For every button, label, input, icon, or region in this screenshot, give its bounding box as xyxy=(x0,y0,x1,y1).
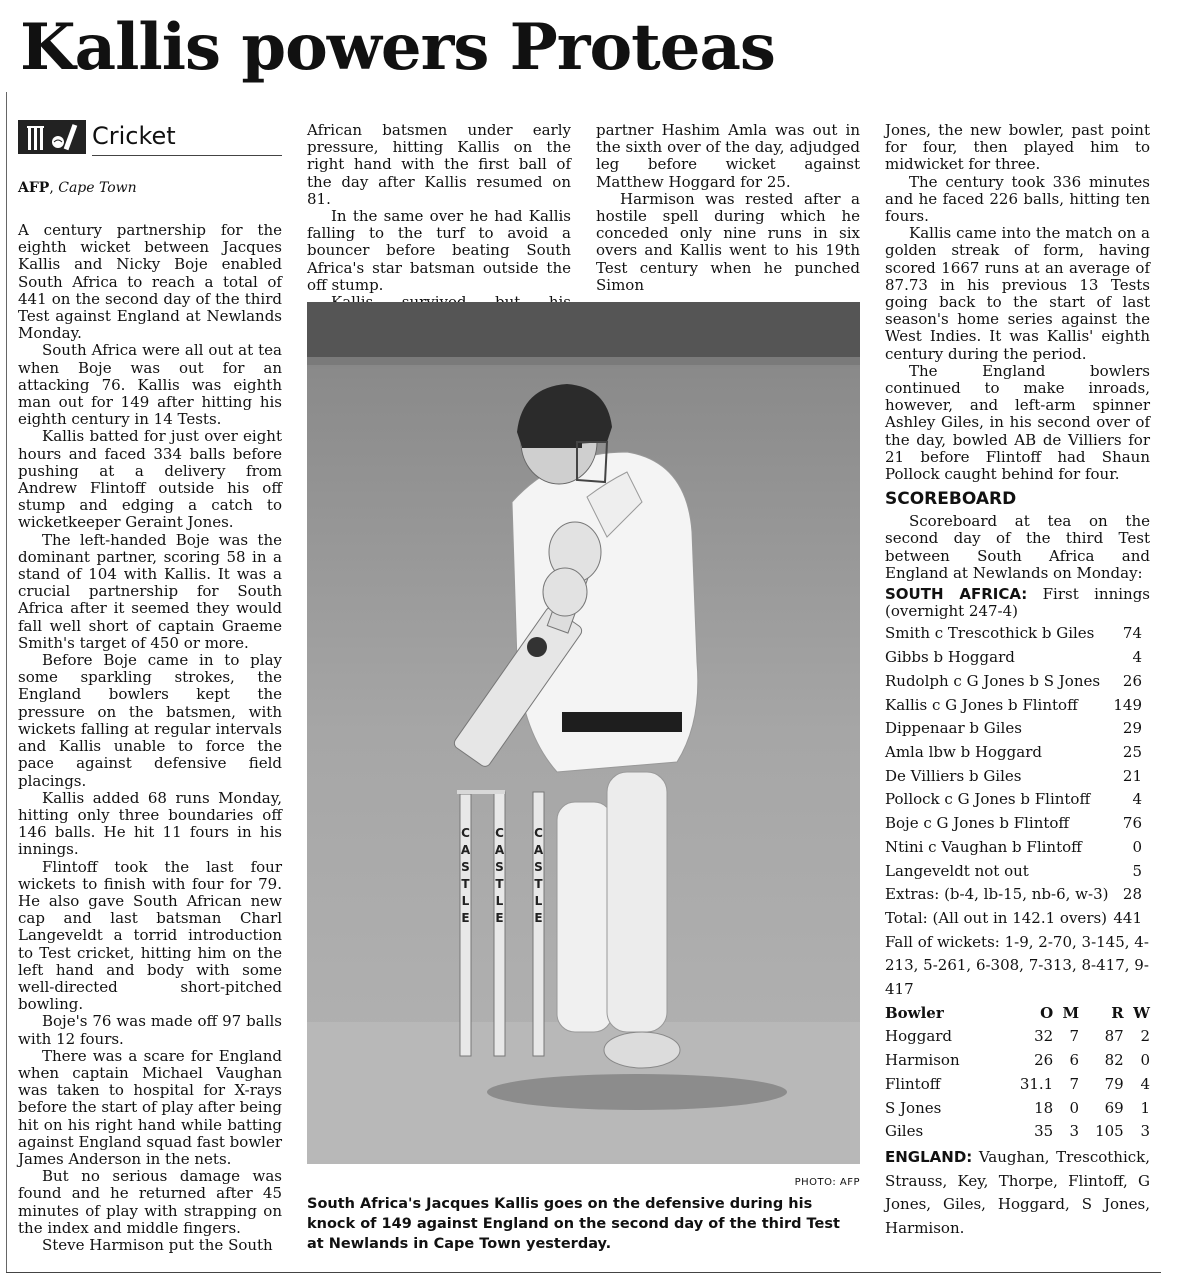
batsman-runs: 4 xyxy=(1132,790,1142,809)
bowling-o: 26 xyxy=(1034,1051,1054,1070)
bowling-m: 6 xyxy=(1069,1051,1080,1070)
england-team xyxy=(885,1146,1150,1241)
paragraph: Before Boje came in to play some sparkling strokes, the England bowlers kept the pressure on the batsmen, with wickets falling at regular intervals and Kallis unable to force the pace against defensive field placings. xyxy=(18,651,282,790)
paragraph: The left-handed Boje was the dominant partner, scoring 58 in a stand of 104 with Kallis. It was a crucial partnership for South Africa after it seemed they would fall well short of captain Graeme Smith's target of 450 or more. xyxy=(18,530,282,652)
batsman-runs: 74 xyxy=(1122,624,1142,643)
stump-letter: S xyxy=(495,860,504,874)
section-label: Cricket xyxy=(92,122,176,150)
batsman-name: Langeveldt not out xyxy=(885,861,1029,880)
batting-row xyxy=(885,860,1150,884)
stump-letter: S xyxy=(534,860,543,874)
bowling-w: 4 xyxy=(1140,1074,1150,1093)
batsman-runs: 4 xyxy=(1132,648,1142,667)
stump-letter: T xyxy=(495,877,504,891)
paragraph: But no serious damage was found and he returned after 45 minutes of play with strapping on the index and middle fingers. xyxy=(18,1167,282,1237)
batsman-runs: 28 xyxy=(1122,885,1142,904)
section-underline xyxy=(92,155,282,156)
batting-row xyxy=(885,883,1150,907)
paragraph: African batsmen under early pressure, hitting Kallis on the right hand with the first ball of the day after Kallis resumed on 81. xyxy=(307,121,571,208)
batting-row xyxy=(885,646,1150,670)
bowling-name: Giles xyxy=(885,1122,924,1141)
bowling-header: R xyxy=(1111,1003,1124,1022)
paragraph: Boje's 76 was made off 97 balls with 12 fours. xyxy=(18,1012,282,1048)
south-africa-innings-note: First innings (overnight 247-4) xyxy=(885,585,1151,621)
stump-letter: T xyxy=(534,877,543,891)
stump-letter: A xyxy=(494,843,505,857)
photo-caption: South Africa's Jacques Kallis goes on the defensive during his knock of 149 against England on the second day of the third Test at Newlands in Cape Town yesterday. xyxy=(307,1196,840,1252)
paragraph: The England bowlers continued to make inroads, however, and left-arm spinner Ashley Giles, in his second over of the day, bowled AB de Villiers for 21 before Flintoff had Shaun Pollock caught behind for four. xyxy=(885,361,1150,484)
bowling-r: 82 xyxy=(1104,1051,1124,1070)
bowling-name: Flintoff xyxy=(885,1074,941,1093)
batting-list xyxy=(885,622,1150,930)
headline: Kallis powers Proteas xyxy=(20,10,775,85)
paragraph: Flintoff took the last four wickets to finish with four for 79. He also gave South African new cap and last batsman Charl Langeveldt a torrid introduction to Test cricket, hitting him on the left hand and body with some well-directed short-pitched bowling. xyxy=(18,857,282,1014)
bowling-m: 7 xyxy=(1069,1027,1080,1046)
batting-row xyxy=(885,907,1150,931)
south-africa-innings xyxy=(885,586,1150,620)
bowling-w: 1 xyxy=(1140,1098,1150,1117)
stump-letter: L xyxy=(495,894,504,908)
article-column-3 xyxy=(596,122,860,294)
scoreboard-title: SCOREBOARD xyxy=(885,489,1017,510)
stump-letter: E xyxy=(495,911,504,925)
paragraph: In the same over he had Kallis falling to the turf to avoid a bouncer before beating South Africa's star batsman outside the off stump. xyxy=(307,207,571,294)
stump-letter: E xyxy=(534,911,543,925)
stump-letter: C xyxy=(534,826,543,840)
england-label: ENGLAND: xyxy=(885,1147,973,1166)
batsman-name: Boje c G Jones b Flintoff xyxy=(885,814,1070,833)
batsman-runs: 0 xyxy=(1132,837,1142,856)
paragraph: Kallis batted for just over eight hours and faced 334 balls before pushing at a delivery from Andrew Flintoff outside his off stump and edging a catch to wicketkeeper Geraint Jones. xyxy=(18,427,282,532)
paragraph: South Africa were all out at tea when Boje was out for an attacking 76. Kallis was eighth man out for 149 after hitting his eighth century in 14 Tests. xyxy=(18,341,282,429)
paragraph: A century partnership for the eighth wicket between Jacques Kallis and Nicky Boje enabled South Africa to reach a total of 441 on the second day of the third Test against England at Newlands Monday. xyxy=(18,221,282,343)
bowling-name: S Jones xyxy=(885,1098,942,1117)
bowling-m: 3 xyxy=(1069,1122,1080,1141)
bowling-header-row xyxy=(885,1002,1150,1026)
batsman-runs: 149 xyxy=(1113,695,1142,714)
batsman-name: De Villiers b Giles xyxy=(885,766,1022,785)
stump-letter: L xyxy=(461,894,470,908)
dateline-agency: AFP xyxy=(18,180,50,196)
batting-row xyxy=(885,741,1150,765)
batsman-runs: 5 xyxy=(1132,861,1142,880)
bowling-name: Hoggard xyxy=(885,1027,953,1046)
paragraph: The century took 336 minutes and he faced 226 balls, hitting ten fours. xyxy=(885,172,1150,226)
bowling-header: W xyxy=(1133,1003,1150,1022)
dateline: AFP, Cape Town xyxy=(18,180,137,196)
paragraph: partner Hashim Amla was out in the sixth over of the day, adjudged leg before wicket against Matthew Hoggard for 25. xyxy=(596,121,860,191)
batsman-name: Kallis c G Jones b Flintoff xyxy=(885,695,1078,714)
bowling-row xyxy=(885,1097,1150,1121)
paragraph: Harmison was rested after a hostile spell during which he conceded only nine runs in six overs and Kallis went to his 19th Test century when he punched Simon xyxy=(596,189,860,294)
bowling-row xyxy=(885,1073,1150,1097)
left-column-rule xyxy=(6,92,7,1272)
bowling-w: 3 xyxy=(1140,1122,1150,1141)
article-column-4 xyxy=(885,122,1150,1241)
article-column-2 xyxy=(307,122,571,328)
bowling-o: 31.1 xyxy=(1019,1074,1054,1093)
batsman-runs: 21 xyxy=(1122,766,1142,785)
batting-row xyxy=(885,670,1150,694)
batsman-name: Total: (All out in 142.1 overs) xyxy=(885,908,1108,927)
fall-of-wickets: Fall of wickets: 1-9, 2-70, 3-145, 4-213, 5-261, 6-308, 7-313, 8-417, 9-417 xyxy=(885,932,1149,999)
paragraph: There was a scare for England when captain Michael Vaughan was taken to hospital for X-rays before the start of play after being hit on his right hand while batting against England squad fast bowler James Anderson in the nets. xyxy=(18,1046,283,1168)
dateline-place: Cape Town xyxy=(58,180,137,196)
batsman-name: Extras: (b-4, lb-15, nb-6, w-3) xyxy=(885,885,1109,904)
batting-row xyxy=(885,812,1150,836)
article-column-1 xyxy=(18,222,282,1254)
batsman-name: Gibbs b Hoggard xyxy=(885,648,1015,667)
batting-row xyxy=(885,765,1150,789)
bowling-row xyxy=(885,1025,1150,1049)
bowling-header: M xyxy=(1062,1003,1080,1022)
batsman-runs: 25 xyxy=(1122,743,1142,761)
batsman-name: Pollock c G Jones b Flintoff xyxy=(885,790,1091,809)
bowling-r: 69 xyxy=(1104,1098,1124,1117)
batting-row xyxy=(885,694,1150,718)
stump-letter: T xyxy=(461,877,470,891)
paragraph: Jones, the new bowler, past point for four, then played him to midwicket for three. xyxy=(885,121,1150,174)
batsman-runs: 76 xyxy=(1122,814,1142,833)
bowling-r: 87 xyxy=(1104,1027,1124,1046)
batting-row xyxy=(885,788,1150,812)
batting-row xyxy=(885,836,1150,860)
stump-letter: A xyxy=(533,843,544,857)
bowling-header: Bowler xyxy=(885,1003,944,1022)
bowling-row xyxy=(885,1049,1150,1073)
paragraph: Kallis came into the match on a golden streak of form, having scored 1667 runs at an average of 87.73 in his previous 13 Tests going back to the start of last season's home series against the West Indies. It was Kallis' eighth century during the period. xyxy=(885,224,1150,363)
batsman-runs: 441 xyxy=(1113,908,1142,927)
batsman-name: Ntini c Vaughan b Flintoff xyxy=(885,837,1082,856)
stump-letter: S xyxy=(461,860,470,874)
bowling-w: 2 xyxy=(1140,1027,1150,1046)
bowling-o: 35 xyxy=(1034,1122,1054,1141)
section-header xyxy=(18,118,282,158)
paragraph: Steve Harmison put the South xyxy=(42,1235,273,1254)
batsman-name: Smith c Trescothick b Giles xyxy=(885,624,1095,643)
batsman-runs: 29 xyxy=(1122,719,1142,738)
stump-letter: C xyxy=(495,826,504,840)
batsman-illustration xyxy=(307,302,860,1164)
bowling-row xyxy=(885,1120,1150,1144)
bowling-r: 105 xyxy=(1095,1122,1124,1141)
bowling-o: 18 xyxy=(1034,1098,1054,1117)
england-team-list: Vaughan, Trescothick, Strauss, Key, Thorpe, Flintoff, G Jones, Giles, Hoggard, S Jones, Harmison. xyxy=(885,1147,1150,1238)
bowling-m: 0 xyxy=(1069,1098,1080,1117)
bowling-w: 0 xyxy=(1140,1051,1150,1070)
batting-row xyxy=(885,717,1150,741)
bottom-rule xyxy=(6,1272,1161,1273)
stump-letter: A xyxy=(460,843,471,857)
batsman-runs: 26 xyxy=(1122,671,1142,690)
stump-letter: C xyxy=(461,826,470,840)
bowling-table xyxy=(885,1002,1150,1144)
cricket-icon xyxy=(18,120,86,154)
bowling-o: 32 xyxy=(1034,1027,1054,1046)
photo-credit: PHOTO: AFP xyxy=(794,1177,860,1188)
south-africa-label: SOUTH AFRICA: xyxy=(885,585,1028,604)
bowling-m: 7 xyxy=(1069,1074,1080,1093)
scoreboard-intro: Scoreboard at tea on the second day of the third Test between South Africa and England at Newlands on Monday: xyxy=(885,512,1150,582)
match-photo xyxy=(307,302,860,1164)
bowling-name: Harmison xyxy=(885,1051,960,1070)
bowling-r: 79 xyxy=(1104,1074,1124,1093)
batsman-name: Amla lbw b Hoggard xyxy=(885,743,1042,761)
stump-letter: E xyxy=(461,911,470,925)
batsman-name: Dippenaar b Giles xyxy=(885,719,1022,738)
stump-letter: L xyxy=(534,894,543,908)
batting-row xyxy=(885,622,1150,646)
paragraph: Kallis added 68 runs Monday, hitting only three boundaries off 146 balls. He hit 11 fours in his innings. xyxy=(18,788,282,859)
batsman-name: Rudolph c G Jones b S Jones xyxy=(885,671,1101,690)
bowling-header: O xyxy=(1040,1003,1054,1022)
